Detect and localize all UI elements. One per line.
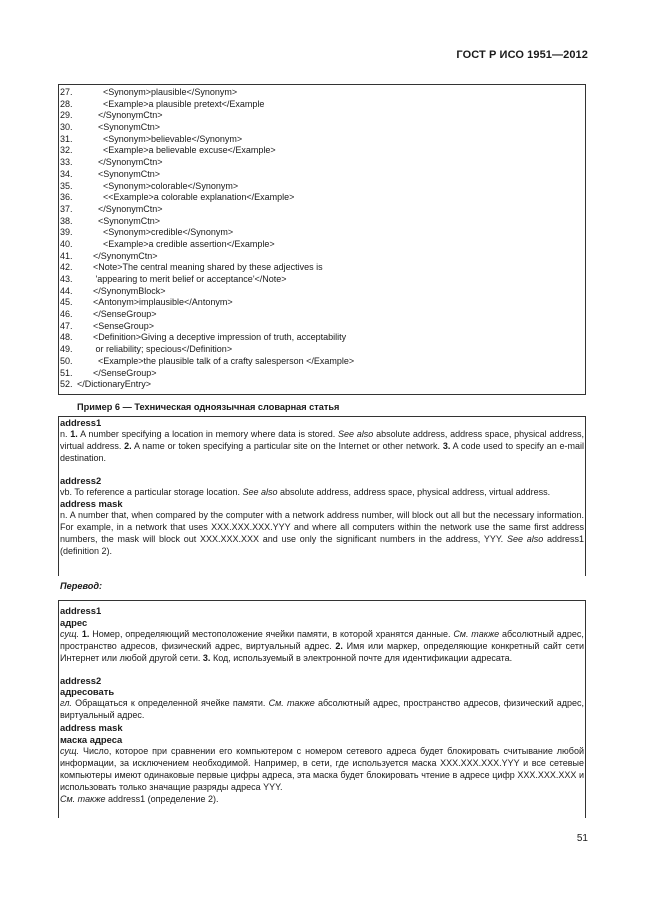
entry-headword: address1 [60,417,102,428]
code-line [60,379,585,391]
code-text: <Example>a credible assertion</Example> [88,238,275,249]
line-number: 45. [60,297,73,308]
code-text: </SenseGroup> [88,309,157,320]
code-text: <Synonym>credible</Synonym> [88,227,234,238]
code-text: </SynonymCtn> [88,110,163,121]
line-number: 43. [60,274,73,284]
code-line [60,251,585,263]
code-line [60,344,585,356]
code-line [60,321,585,333]
code-text: <Synonym>believable</Synonym> [88,133,243,144]
code-text: </SenseGroup> [88,367,157,378]
code-text: <SynonymCtn> [88,168,161,179]
line-number: 27. [60,87,73,97]
code-line [60,332,585,344]
code-text: </SynonymCtn> [88,250,158,261]
example-title: Пример 6 — Техническая одноязычная словарная статья [77,402,340,412]
entry-headword-translation: адрес [60,616,88,628]
entry-definition: n. A number that, when compared by the computer with a network address number, will block out all but the necessary information. For example, in a network that uses XXX.XXX.XXX.YYY and where all computers within the network use the same first address numbers, the mask will block out XXX.XXX.XXX and use only the significant numbers in the address, YYY. See also address1 (definition 2). [60,510,584,557]
code-line [60,356,585,368]
line-number: 38. [60,215,73,226]
code-text: </SynonymBlock> [88,285,166,296]
entry-headword-translation: маска адреса [60,734,123,746]
line-number: 40. [60,238,73,249]
code-line [60,297,585,309]
line-number: 47. [60,320,73,331]
entry-definition: сущ. 1. Номер, определяющий местоположение ячейки памяти, в которой хранятся данные. См. также абсолютный адрес, пространство адресов, физический адрес, виртуальный адрес. 2. Имя или маркер, определяющие конкретный сайт сети Интернет или любой другой сети. 3. Код, используемый в электронной почте для идентификации адресата. [60,628,584,663]
code-text: <Synonym>plausible</Synonym> [88,87,238,97]
code-text: <Synonym>colorable</Synonym> [88,180,239,191]
xml-code-box [58,84,586,395]
entry-definition: vb. To reference a particular storage location. See also absolute address, address space, physical address, virtual address. [60,486,551,497]
code-line [60,134,585,146]
line-number: 41. [60,250,73,261]
code-line [60,110,585,122]
entry-definition: n. 1. A number specifying a location in memory where data is stored. See also absolute address, address space, physical address, virtual address. 2. A name or token specifying a particular site on the Internet or other network. 3. A code used to specify an e-mail destination. [60,428,584,463]
english-entry-box [58,416,586,576]
line-number: 33. [60,157,73,168]
code-text: <Definition>Giving a deceptive impression of truth, acceptability [88,332,347,343]
code-text: </DictionaryEntry> [77,379,152,390]
entry-headword: address mask [60,498,123,510]
entry-headword: address2 [60,474,102,486]
entry-headword: address2 [60,674,102,686]
line-number: 46. [60,309,73,320]
entry-see-also: См. также address1 (определение 2). [60,793,219,804]
code-line [60,262,585,274]
entry-headword: address1 [60,605,102,616]
line-number: 31. [60,133,73,144]
code-text: </SynonymCtn> [88,157,163,168]
code-line [60,204,585,216]
code-line [60,87,585,99]
code-line [60,227,585,239]
line-number: 30. [60,122,73,133]
code-line [60,239,585,251]
code-text: <SynonymCtn> [88,215,161,226]
line-number: 36. [60,192,73,203]
entry-definition: гл. Обращаться к определенной ячейке памяти. См. также абсолютный адрес, пространство адресов, физический адрес, виртуальный адрес. [60,698,584,721]
xml-code-lines [59,85,585,391]
code-line [60,274,585,286]
line-number: 28. [60,98,73,109]
line-number: 35. [60,180,73,191]
line-number: 44. [60,285,73,296]
code-line [60,122,585,134]
code-text: <<Example>a colorable explanation</Example> [88,192,295,203]
line-number: 49. [60,344,73,355]
code-text: 'appearing to merit belief or acceptance'</Note> [88,274,287,284]
code-text: <Example>a believable excuse</Example> [88,145,276,156]
translation-label: Перевод: [60,581,103,591]
code-text: <Antonym>implausible</Antonym> [88,297,233,308]
line-number: 52. [60,379,73,390]
code-line [60,309,585,321]
page-number: 51 [576,833,588,844]
code-text: <SynonymCtn> [88,122,161,133]
line-number: 34. [60,168,73,179]
code-line [60,145,585,157]
code-line [60,169,585,181]
code-line [60,192,585,204]
line-number: 42. [60,262,73,273]
code-line [60,99,585,111]
line-number: 48. [60,332,73,343]
line-number: 50. [60,355,73,366]
code-line [60,181,585,193]
code-text: </SynonymCtn> [88,203,163,214]
code-line [60,368,585,380]
line-number: 51. [60,367,73,378]
code-line [60,286,585,298]
line-number: 32. [60,145,73,156]
code-text: or reliability; specious</Definition> [88,344,233,355]
code-text: <Example>the plausible talk of a crafty salesperson </Example> [88,355,355,366]
code-line [60,157,585,169]
russian-entry-box [58,600,586,818]
entry-definition: сущ. Число, которое при сравнении его компьютером с номером сетевого адреса будет блокировать считывание любой информации, за исключением необходимой. Например, в сети, где используется маска XXX.XXX.XXX.YYY и все сетевые компьютеры имеют одинаковые первые цифры адреса, эта маска будет блокировать чтение в адресе цифр XXX.XXX.XXX и использовать только значащие разряды адреса YYY. [60,745,584,792]
code-text: <Example>a plausible pretext</Example [88,98,265,109]
code-text: <SenseGroup> [88,320,155,331]
code-text: <Note>The central meaning shared by these adjectives is [88,262,323,273]
entry-headword-translation: адресовать [60,686,115,698]
line-number: 37. [60,203,73,214]
line-number: 29. [60,110,73,121]
document-header: ГОСТ Р ИСО 1951—2012 [456,49,588,61]
code-line [60,216,585,228]
line-number: 39. [60,227,73,238]
entry-headword: address mask [60,722,123,734]
